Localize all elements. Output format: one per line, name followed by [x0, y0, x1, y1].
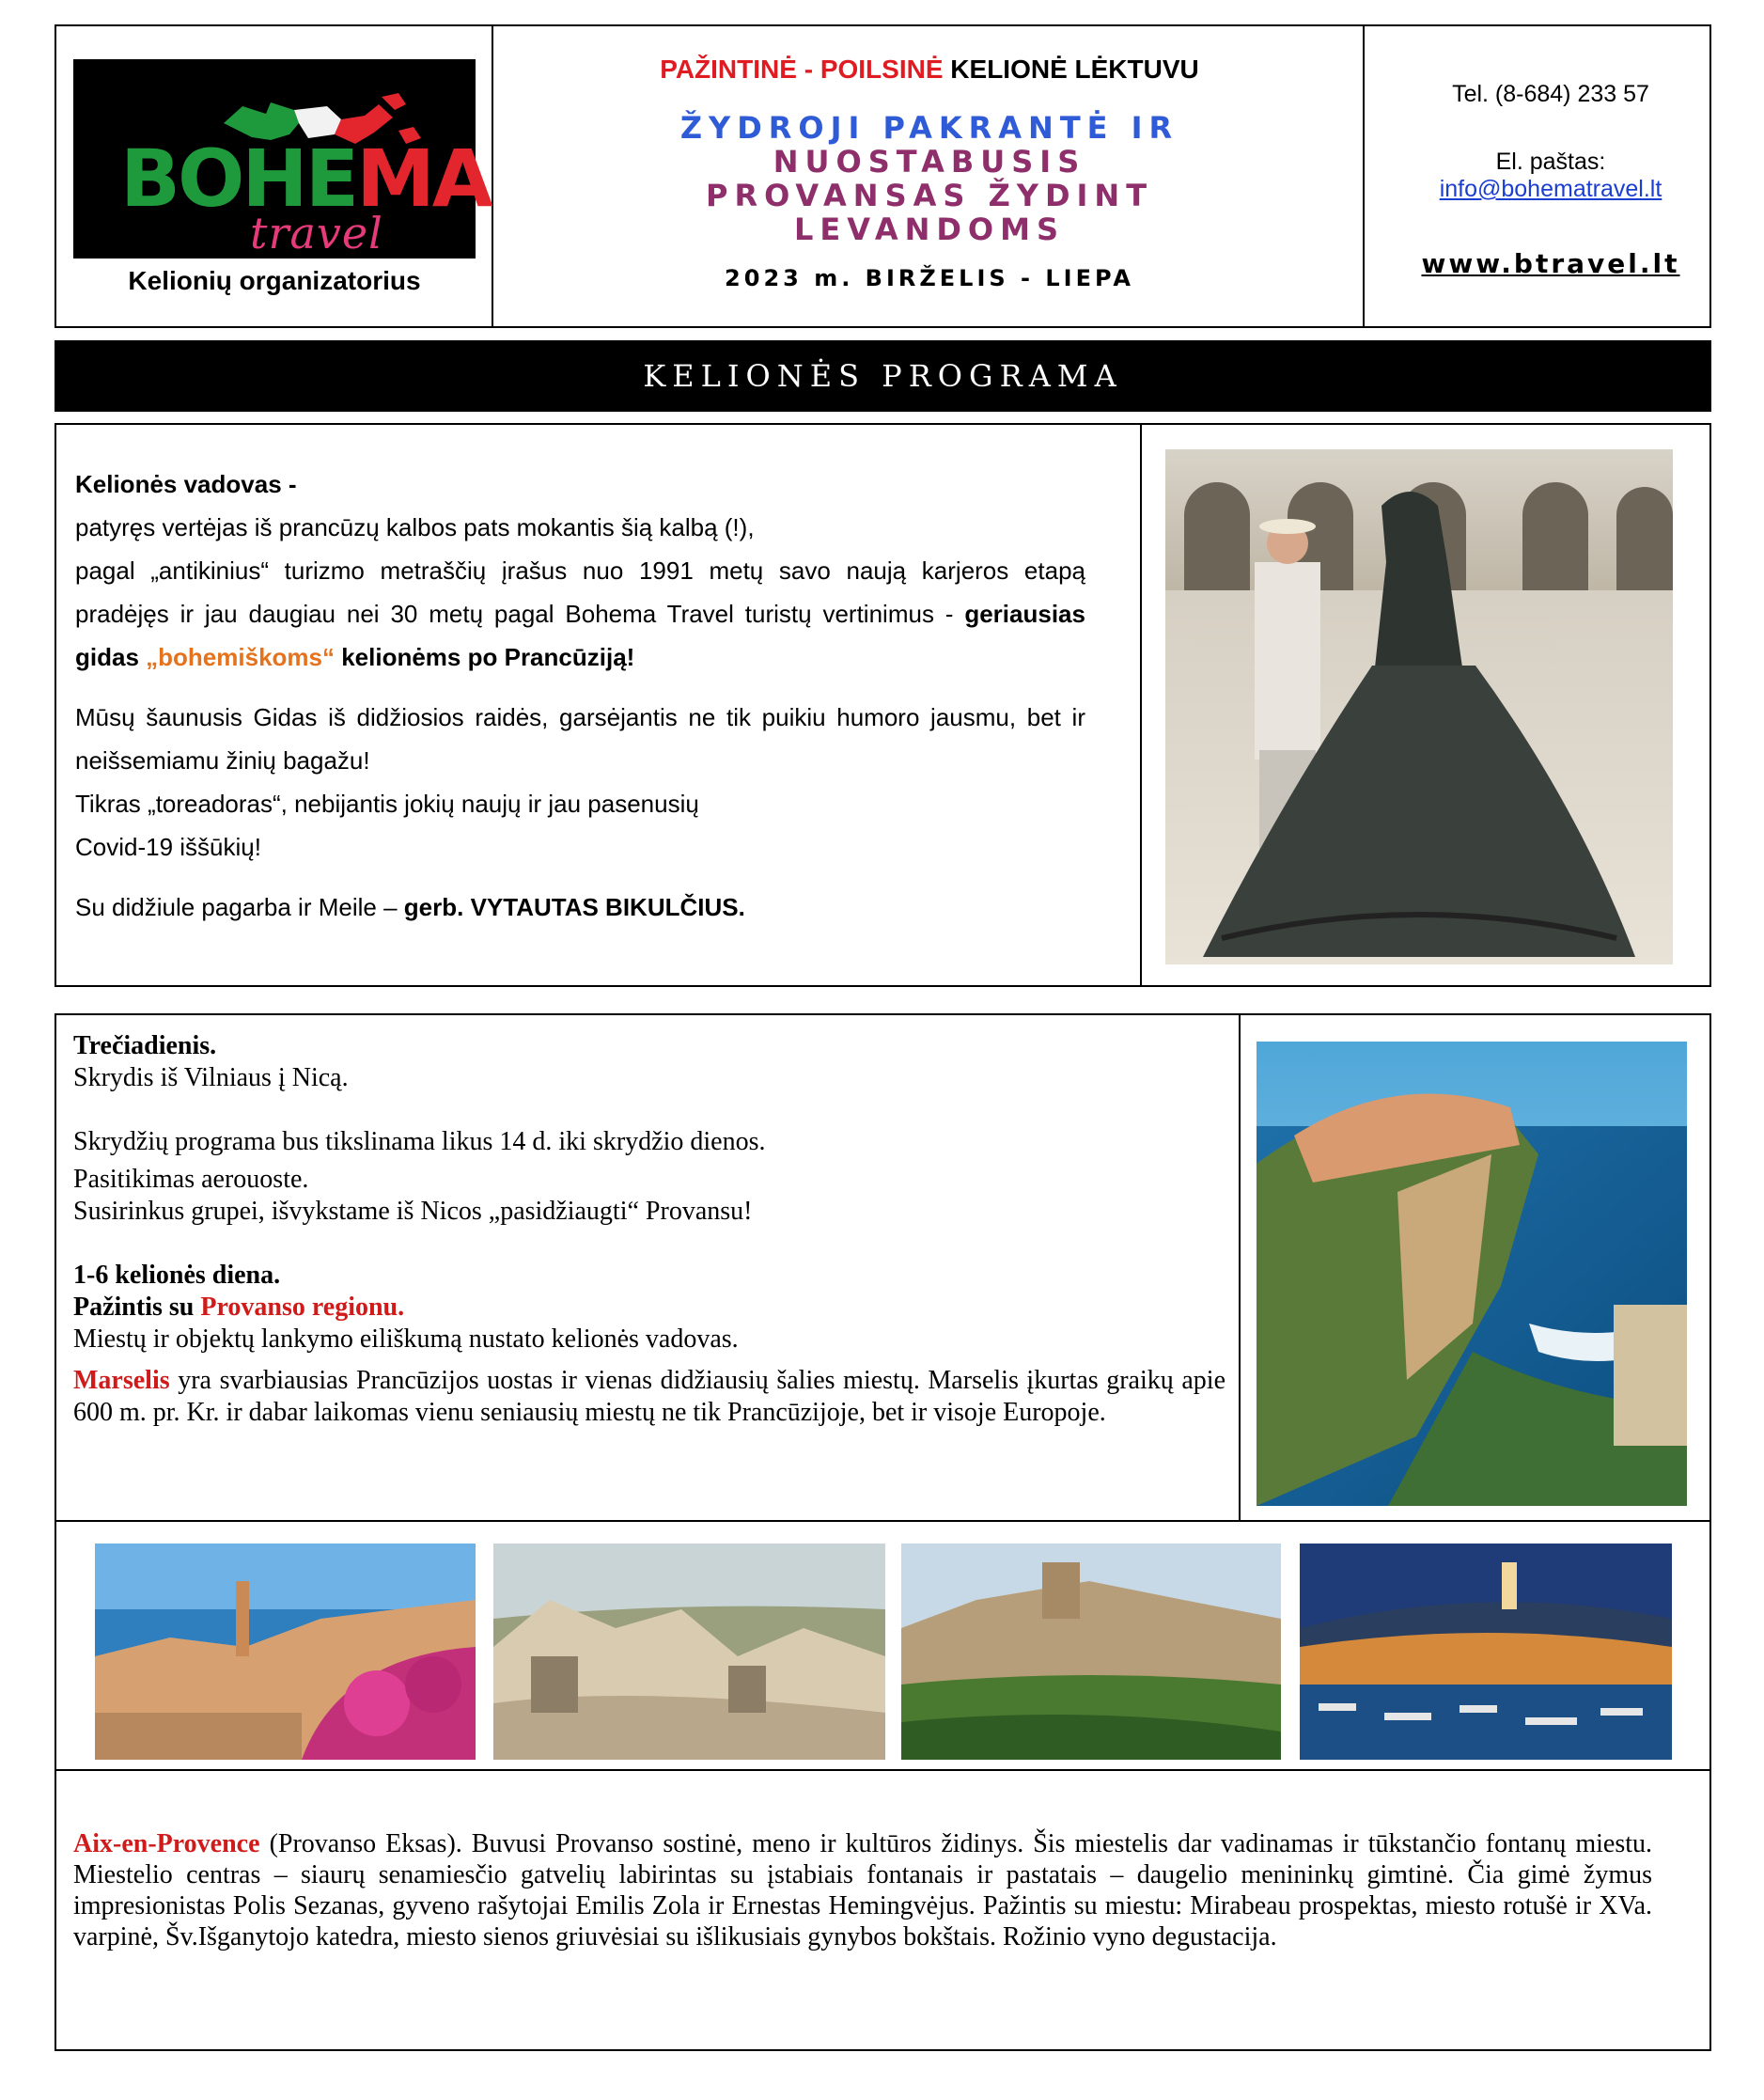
email-link[interactable]: info@bohematravel.lt	[1439, 176, 1663, 202]
guide-p1-orange: „bohemiškoms“	[146, 643, 335, 671]
day-separator-1	[55, 1520, 1711, 1522]
days-line: Miestų ir objektų lankymo eiliškumą nustato kelionės vadovas.	[73, 1324, 739, 1354]
guide-text	[75, 462, 1085, 929]
website-wrap	[1365, 248, 1737, 279]
guide-p1-body: pagal „antikinius“ turizmo metraščių įrašus nuo 1991 metų savo naują karjeros etapą pradėjęs ir jau daugiau nei 30 metų pagal Bohema Travel turistų vertinimus -	[75, 556, 1085, 628]
guide-paragraph-3-line-1: Tikras „toreadoras“, nebijantis jokių naujų ir jau pasenusių	[75, 790, 699, 818]
marseille-paragraph	[73, 1365, 1225, 1429]
phone-number: Tel. (8-684) 233 57	[1452, 81, 1649, 107]
aix-paragraph	[73, 1828, 1652, 1952]
logo-brand-part2: MA	[356, 133, 491, 225]
guide-p1-bold-end: kelionėms po Prancūziją!	[341, 643, 635, 671]
aix-name: Aix-en-Provence	[73, 1829, 260, 1858]
day1-line-3: Pasitikimas aerouoste.	[73, 1165, 309, 1194]
les-baux-photo	[493, 1544, 885, 1760]
email-link-wrap	[1365, 176, 1737, 203]
title-line-4: LEVANDOMS	[793, 212, 1066, 247]
guide-p4-plain: Su didžiule pagarba ir Meile –	[75, 893, 398, 921]
day1-line-1: Skrydis iš Vilniaus į Nicą.	[73, 1063, 349, 1092]
guide-paragraph-4	[75, 885, 1085, 929]
day-text	[73, 1030, 1225, 1429]
monaco-photo	[1257, 1042, 1687, 1506]
day1-line-4: Susirinkus grupei, išvykstame iš Nicos „pasidžiaugti“ Provansu!	[73, 1197, 753, 1226]
guide-p1-bold: geriausias gidas	[75, 600, 1085, 671]
logo-brand-text	[120, 133, 491, 225]
days-intro	[73, 1292, 1225, 1324]
guide-toreador-photo	[1165, 449, 1673, 964]
title-line-3: PROVANSAS ŽYDINT	[705, 178, 1154, 213]
guide-heading: Kelionės vadovas -	[75, 470, 297, 498]
trip-title	[494, 111, 1365, 246]
aix-text: (Provanso Eksas). Buvusi Provanso sostinė, meno ir kultūros židinys. Šis miestelis dar vadinamas ir tūkstančio fontanų miestu. Miestelio centras – siaurų senamiesčio gatvelių labirintas su įstabiais fontanais ir pastatais – daugelio menininkų gimtinė. Čia gimė žymus impresionistas Polis Sezanas, gyveno rašytojai Emilis Zola ir Ernestas Hemingvėjus. Pažintis su miestu: Mirabeau prospektas, miesto rotušė ir XVa. varpinė, Šv.Išganytojo katedra, miesto sienos griuvėsiai su išlikusiais gynybos bokštais. Rožinio vyno degustacija.	[73, 1829, 1653, 1951]
gordes-photo	[901, 1544, 1281, 1760]
days-heading: 1-6 kelionės diena.	[73, 1261, 281, 1290]
day-separator-2	[55, 1769, 1711, 1771]
marseille-text: yra svarbiausias Prancūzijos uostas ir vienas didžiausių šalies miestų. Marselis įkurtas graikų apie 600 m. pr. Kr. ir dabar laikomas vienu seniausių miestų ne tik Prancūzijoje, bet ir visoje Europoje.	[73, 1366, 1225, 1427]
guide-line-1: patyręs vertėjas iš prancūzų kalbos pats mokantis šią kalbą (!),	[75, 513, 755, 541]
day1-heading: Trečiadienis.	[73, 1031, 217, 1060]
email-label: El. paštas:	[1495, 149, 1606, 175]
guide-p4-bold: gerb. VYTAUTAS BIKULČIUS.	[403, 893, 745, 921]
guide-divider	[1140, 423, 1142, 987]
guide-paragraph-2: Mūsų šaunusis Gidas iš didžiosios raidės, garsėjantis ne tik puikiu humoro jausmu, bet ir neišsemiamu žinių bagažu!	[75, 703, 1085, 775]
marseille-night-photo	[1300, 1544, 1672, 1760]
marseille-name: Marselis	[73, 1366, 170, 1395]
days-intro-plain: Pažintis su	[73, 1293, 195, 1322]
menton-photo	[95, 1544, 476, 1760]
organizer-label: Kelionių organizatorius	[128, 266, 421, 295]
trip-type	[494, 55, 1365, 85]
trip-date: 2023 m. BIRŽELIS - LIEPA	[725, 265, 1134, 291]
title-line-1: ŽYDROJI PAKRANTĖ IR	[679, 110, 1179, 146]
day-divider	[1239, 1013, 1241, 1521]
guide-paragraph-1	[75, 549, 1085, 679]
days-intro-red: Provanso regionu.	[200, 1293, 405, 1322]
guide-paragraph-3-line-2: Covid-19 iššūkių!	[75, 833, 261, 861]
trip-type-black: KELIONĖ LĖKTUVU	[950, 55, 1199, 84]
logo-brand-part1: BOHE	[120, 133, 357, 225]
header-divider-left	[492, 24, 493, 328]
bohema-travel-logo	[73, 59, 491, 259]
website-link[interactable]: www.btravel.lt	[1421, 248, 1680, 279]
program-banner: KELIONĖS PROGRAMA	[55, 340, 1711, 412]
title-line-2: NUOSTABUSIS	[773, 144, 1086, 180]
trip-type-red: PAŽINTINĖ - POILSINĖ	[660, 55, 944, 84]
logo-script-text: travel	[250, 208, 383, 259]
day1-line-2: Skrydžių programa bus tikslinama likus 14 d. iki skrydžio dienos.	[73, 1127, 766, 1156]
